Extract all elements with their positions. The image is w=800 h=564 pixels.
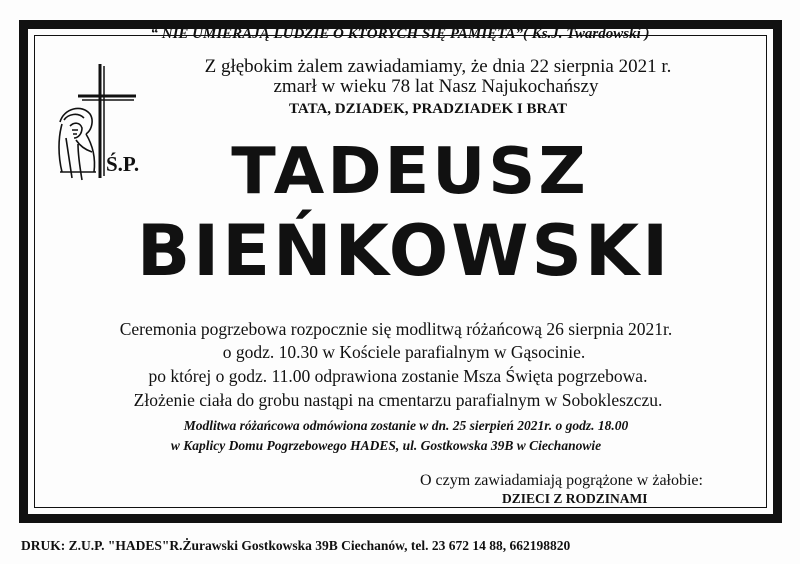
print-footer: DRUK: Z.U.P. "HADES"R.Żurawski Gostkowska 39B Ciechanów, tel. 23 672 14 88, 662198820	[21, 538, 571, 553]
memorial-quote: “ NIE UMIERAJĄ LUDZIE O KTÓRYCH SIĘ PAMIĘTA”( Ks.J. Twardowski )	[150, 26, 650, 42]
rosary-line-1: Modlitwa różańcowa odmówiona zostanie w dn. 25 sierpień 2021r. o godz. 18.00	[183, 418, 629, 433]
deceased-first-name: TADEUSZ	[231, 135, 589, 209]
ceremony-line-3: po której o godz. 11.00 odprawiona zostanie Msza Święta pogrzebowa.	[148, 366, 648, 386]
ceremony-line-1: Ceremonia pogrzebowa rozpocznie się modlitwą różańcową 26 sierpnia 2021r.	[119, 319, 673, 339]
ceremony-line-4: Złożenie ciała do grobu nastąpi na cmentarzu parafialnym w Sobokleszczu.	[133, 390, 663, 410]
family-relation: TATA, DZIADEK, PRADZIADEK I BRAT	[288, 101, 568, 117]
notice-inform: O czym zawiadamiają pogrążone w żałobie:	[420, 472, 703, 489]
deceased-last-name: BIEŃKOWSKI	[136, 210, 672, 292]
late-prefix: Ś.P.	[106, 152, 140, 176]
announcement-line-1: Z głębokim żalem zawiadamiamy, że dnia 22 sierpnia 2021 r.	[204, 56, 672, 77]
announcement-line-2: zmarł w wieku 78 lat Nasz Najukochańszy	[273, 76, 599, 97]
ceremony-line-2: o godz. 10.30 w Kościele parafialnym w Gąsocinie.	[222, 342, 586, 362]
rosary-line-2: w Kaplicy Domu Pogrzebowego HADES, ul. Gostkowska 39B w Ciechanowie	[170, 438, 602, 453]
notice-signers: DZIECI Z RODZINAMI	[502, 491, 648, 506]
